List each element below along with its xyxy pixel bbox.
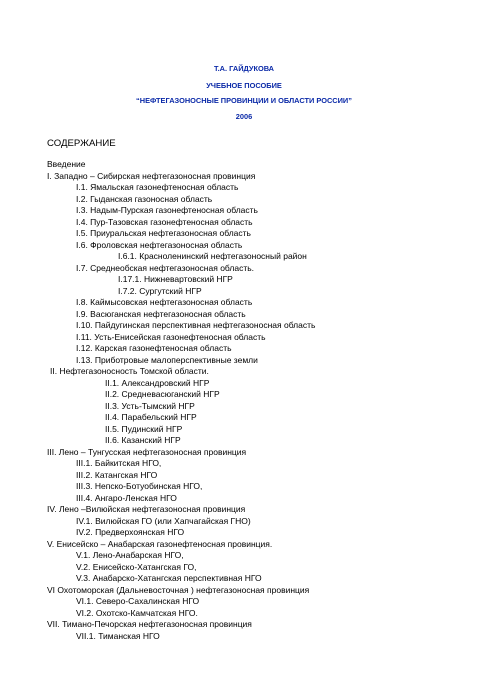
toc-entry: I.17.1. Нижневартовский НГР (118, 274, 233, 284)
toc-entry: VI.2. Охотско-Камчатская НГО. (76, 607, 198, 618)
document-kind: УЧЕБНОЕ ПОСОБИЕ (206, 81, 282, 90)
toc-entry: V.2. Енисейско-Хатангская ГО, (76, 561, 197, 572)
toc-entry: II.1. Александровский НГР (105, 377, 210, 388)
toc-entry: I.1. Ямальская газонефтеносная область (76, 182, 239, 192)
toc-entry: II. Нефтегазоносность Томской области. (50, 366, 209, 376)
toc-entry: I.13. Приботровые малоперспективные земли (76, 354, 258, 365)
toc-entry: V. Енисейско – Анабарская газонефтеносная провинция. (47, 538, 273, 549)
toc-entry: V.3. Анабарско-Хатангская перспективная НГО (76, 573, 262, 583)
toc-entry: IV.2. Предверхоянская НГО (76, 527, 185, 537)
toc-entry: III.4. Ангаро-Ленская НГО (76, 492, 177, 503)
document-title: “НЕФТЕГАЗОНОСНЫЕ ПРОВИНЦИИ И ОБЛАСТИ РОССИИ” (136, 96, 352, 105)
toc-entry: III.1. Байкитская НГО, (76, 458, 162, 468)
toc-entry: VII. Тимано-Печорская нефтегазоносная провинция (47, 619, 252, 629)
toc-entry: I.3. Надым-Пурская газонефтеносная область (76, 205, 258, 215)
toc-entry: VII.1. Тиманская НГО (76, 630, 160, 641)
author-line: Т.А. ГАЙДУКОВА (213, 64, 275, 73)
toc-entry: VI.1. Северо-Сахалинская НГО (76, 596, 200, 606)
toc-entry: I.5. Приуральская нефтегазоносная область (76, 228, 251, 238)
toc-entry: I.6.1. Красноленинский нефтегазоносный район (118, 251, 307, 261)
toc-entry: II.6. Казанский НГР (105, 435, 181, 445)
toc-entry: II.4. Парабельский НГР (105, 412, 197, 422)
toc-entry: I. Западно – Сибирская нефтегазоносная провинция (47, 170, 256, 181)
toc-entry: III. Лено – Тунгусская нефтегазоносная провинция (47, 446, 247, 457)
toc-entry: I.7. Среднеобская нефтегазоносная область. (76, 262, 255, 273)
toc-entry: VI Охотоморская (Дальневосточная ) нефтегазоносная провинция (47, 584, 310, 595)
toc-entry: II.2. Средневасюганский НГР (105, 389, 220, 399)
toc-entry: Введение (47, 159, 86, 169)
toc-entry: I.7.2. Сургутский НГР (118, 285, 202, 296)
toc-entry: I.11. Усть-Енисейская газонефтеносная область (76, 331, 266, 342)
toc-entry: I.2. Гыданская газоносная область (76, 193, 213, 204)
toc-heading: СОДЕРЖАНИЕ (47, 138, 116, 149)
toc-entry: IV. Лено –Вилюйская нефтегазоносная провинция (47, 504, 246, 514)
toc-entry: III.3. Непско-Ботуобинская НГО, (76, 481, 203, 491)
toc-entry: II.3. Усть-Тымский НГР (105, 400, 195, 411)
toc-entry: I.4. Пур-Тазовская газонефтеносная область (76, 216, 253, 227)
toc-entry: I.8. Каймысовская нефтегазоносная область (76, 297, 253, 307)
toc-entry: I.10. Пайдугинская перспективная нефтегазоносная область (76, 320, 316, 330)
toc-entry: IV.1. Вилюйская ГО (или Хапчагайская ГНО) (76, 515, 251, 526)
toc-entry: III.2. Катангская НГО (76, 469, 158, 480)
toc-entry: I.6. Фроловская нефтегазоносная область (76, 239, 243, 250)
toc-entry: V.1. Лено-Анабарская НГО, (76, 550, 184, 560)
toc-entry: I.12. Карская газонефтеносная область (76, 343, 232, 353)
toc-entry: II.5. Пудинский НГР (105, 423, 183, 434)
document-year: 2006 (235, 112, 253, 121)
toc-entry: I.9. Васюганская нефтегазоносная область (76, 308, 246, 319)
